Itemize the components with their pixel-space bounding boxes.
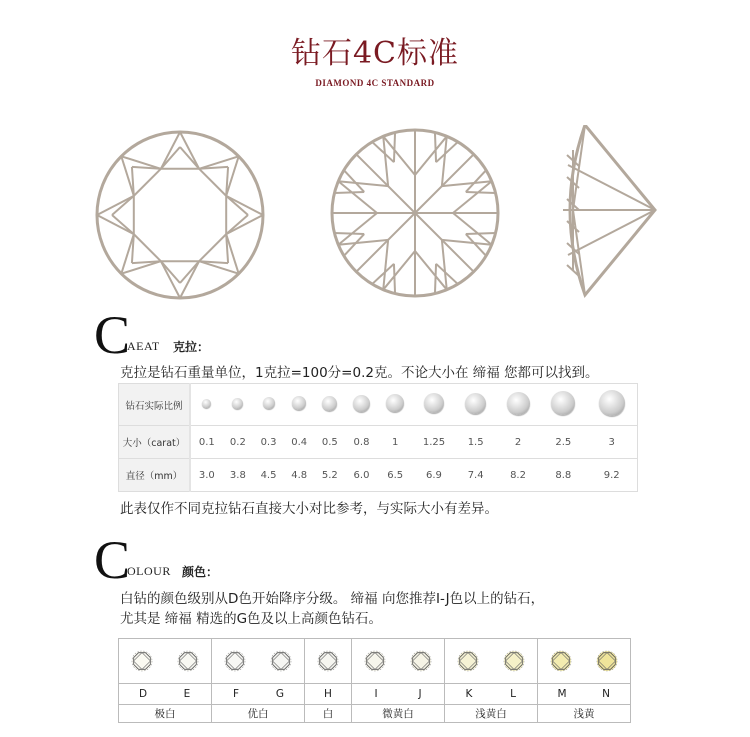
colour-grade-letter: I <box>374 688 378 700</box>
colour-grade-letter: K <box>465 688 473 700</box>
table-row <box>119 459 638 492</box>
diamond-colour-icon <box>222 648 248 674</box>
colour-gem-group <box>538 639 631 684</box>
colour-group-label: 浅黄 <box>538 705 631 723</box>
page-subtitle: DIAMOND 4C STANDARD <box>315 78 435 88</box>
colour-letter-group <box>538 684 631 705</box>
colour-group-label: 浅黄白 <box>445 705 538 723</box>
colour-grade-letter: D <box>138 688 148 700</box>
diamond-colour-icon <box>129 648 155 674</box>
carat-heading-cn: 克拉： <box>173 340 210 354</box>
diamond-icon <box>322 396 337 411</box>
diamond-colour-icon <box>268 648 294 674</box>
colour-description-line1: 白钻的颜色级别从D色开始降序分级。 缔福 向您推荐I-J色以上的钻石， <box>120 591 545 607</box>
diamond-colour-icon <box>362 648 388 674</box>
carat-initial: C <box>94 305 131 365</box>
colour-letter-group <box>352 684 445 705</box>
carat-gem-cell <box>345 384 378 426</box>
diamond-icon <box>465 393 486 414</box>
row-label: 直径（mm） <box>119 459 191 492</box>
carat-size-cell: 0.3 <box>253 426 284 459</box>
carat-size-cell: 0.4 <box>284 426 315 459</box>
diamond-icon <box>507 392 530 415</box>
carat-diameter-cell: 6.0 <box>345 459 378 492</box>
diamond-colour-icon <box>594 648 620 674</box>
carat-diameter-cell: 4.8 <box>284 459 315 492</box>
diamond-icon <box>386 394 404 412</box>
table-row <box>119 639 631 684</box>
table-row <box>119 426 638 459</box>
colour-letter-group <box>119 684 212 705</box>
diamond-diagrams <box>90 125 670 305</box>
colour-group-label: 白 <box>305 705 352 723</box>
diamond-pavilion-view-diagram <box>332 130 498 296</box>
carat-gem-cell <box>413 384 456 426</box>
colour-heading: OLOUR <box>127 564 171 578</box>
diamond-colour-icon <box>455 648 481 674</box>
carat-description: 克拉是钻石重量单位，1克拉=100分=0.2克。不论大小在 缔福 您都可以找到。 <box>120 365 599 381</box>
diamond-icon <box>353 395 370 412</box>
carat-diameter-cell: 7.4 <box>455 459 495 492</box>
carat-diameter-cell: 6.9 <box>413 459 456 492</box>
colour-grade-table <box>118 638 631 723</box>
carat-size-cell: 1.25 <box>413 426 456 459</box>
carat-gem-cell <box>378 384 413 426</box>
colour-grade-letter: M <box>557 688 567 700</box>
carat-diameter-cell: 8.2 <box>496 459 540 492</box>
table-row <box>119 384 638 426</box>
carat-gem-cell <box>190 384 223 426</box>
carat-size-cell: 0.2 <box>223 426 254 459</box>
diamond-colour-icon <box>315 648 341 674</box>
carat-diameter-cell: 6.5 <box>378 459 413 492</box>
diamond-icon <box>424 393 444 413</box>
carat-size-cell: 3 <box>586 426 637 459</box>
diamond-top-view-diagram <box>97 132 263 298</box>
carat-gem-cell <box>314 384 345 426</box>
carat-diameter-cell: 4.5 <box>253 459 284 492</box>
carat-gem-cell <box>284 384 315 426</box>
row-label: 大小（carat） <box>119 426 191 459</box>
colour-initial: C <box>94 530 131 590</box>
carat-table <box>118 383 638 492</box>
carat-size-cell: 0.5 <box>314 426 345 459</box>
table-row <box>119 705 631 723</box>
carat-size-cell: 0.1 <box>190 426 223 459</box>
colour-gem-group <box>352 639 445 684</box>
diamond-icon <box>263 397 275 409</box>
carat-heading: AEAT <box>127 339 160 353</box>
colour-gem-group <box>445 639 538 684</box>
colour-grade-letter: E <box>183 688 191 700</box>
carat-gem-cell <box>586 384 637 426</box>
colour-grade-letter: N <box>602 688 610 700</box>
carat-size-cell: 2 <box>496 426 540 459</box>
colour-letter-group <box>445 684 538 705</box>
colour-letter-group <box>212 684 305 705</box>
carat-gem-cell <box>253 384 284 426</box>
diamond-icon <box>232 398 243 409</box>
diamond-icon <box>202 399 211 408</box>
carat-gem-cell <box>223 384 254 426</box>
carat-size-cell: 2.5 <box>540 426 586 459</box>
colour-grade-letter: F <box>232 688 240 700</box>
carat-gem-cell <box>455 384 495 426</box>
colour-grade-letter: G <box>275 688 285 700</box>
colour-gem-group <box>212 639 305 684</box>
colour-group-label: 微黄白 <box>352 705 445 723</box>
colour-description-line2: 尤其是 缔福 精选的G色及以上高颜色钻石。 <box>120 611 383 627</box>
colour-grade-letter: J <box>418 688 422 700</box>
page-title: 钻石4C标准 <box>290 36 460 71</box>
colour-group-label: 极白 <box>119 705 212 723</box>
colour-heading-cn: 颜色： <box>182 565 219 579</box>
carat-gem-cell <box>496 384 540 426</box>
colour-grade-letter: H <box>324 688 332 700</box>
diamond-colour-icon <box>175 648 201 674</box>
carat-diameter-cell: 9.2 <box>586 459 637 492</box>
diamond-side-view-diagram <box>563 125 655 295</box>
diamond-icon <box>599 390 625 416</box>
carat-size-cell: 1 <box>378 426 413 459</box>
colour-gem-group <box>119 639 212 684</box>
carat-diameter-cell: 8.8 <box>540 459 586 492</box>
carat-gem-cell <box>540 384 586 426</box>
carat-diameter-cell: 5.2 <box>314 459 345 492</box>
colour-gem-group <box>305 639 352 684</box>
colour-grade-letter: L <box>510 688 516 700</box>
diamond-colour-icon <box>548 648 574 674</box>
carat-note: 此表仅作不同克拉钻石直接大小对比参考，与实际大小有差异。 <box>120 501 498 517</box>
carat-size-cell: 1.5 <box>455 426 495 459</box>
colour-group-label: 优白 <box>212 705 305 723</box>
colour-letter-group <box>305 684 352 705</box>
row-label: 钻石实际比例 <box>119 384 191 426</box>
diamond-colour-icon <box>501 648 527 674</box>
carat-diameter-cell: 3.0 <box>190 459 223 492</box>
diamond-colour-icon <box>408 648 434 674</box>
carat-diameter-cell: 3.8 <box>223 459 254 492</box>
diamond-icon <box>292 396 306 410</box>
table-row <box>119 684 631 705</box>
diamond-icon <box>551 391 575 415</box>
carat-size-cell: 0.8 <box>345 426 378 459</box>
